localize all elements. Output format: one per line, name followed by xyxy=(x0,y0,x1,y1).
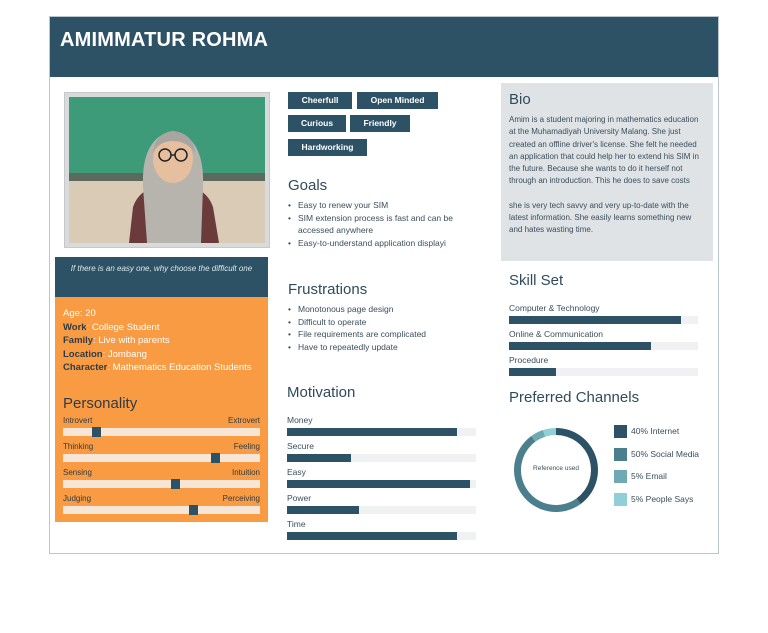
bar-label: Money xyxy=(287,415,313,425)
list-item: • File requirements are complicated xyxy=(288,328,468,341)
scale-left-label: Thinking xyxy=(63,441,94,451)
scale-knob xyxy=(211,453,220,463)
persona-header xyxy=(50,17,718,77)
bar-row xyxy=(287,492,477,518)
info-value: College Student xyxy=(91,321,160,333)
list-item: • Have to repeatedly update xyxy=(288,341,468,354)
bar-label: Power xyxy=(287,493,312,503)
persona-photo-frame xyxy=(64,92,270,248)
bar-fill xyxy=(287,480,470,488)
scale-right-label: Feeling xyxy=(233,441,260,451)
bar-label: Procedure xyxy=(509,355,549,365)
info-line: Age: 20 xyxy=(63,308,96,319)
bio-text xyxy=(509,114,705,237)
trait-tag: Cheerfull xyxy=(288,92,352,109)
goals-title: Goals xyxy=(288,177,328,194)
scale-left-label: Sensing xyxy=(63,467,92,477)
persona-info-panel xyxy=(55,297,268,522)
personality-scale xyxy=(63,494,260,516)
donut-slice xyxy=(514,436,581,512)
bar-fill xyxy=(287,454,351,462)
trait-tag: Friendly xyxy=(350,115,410,132)
info-label: Location xyxy=(63,348,103,360)
scale-track xyxy=(63,506,260,514)
bar-fill xyxy=(287,532,457,540)
bar-fill xyxy=(287,428,457,436)
list-item: • Easy-to-understand application displayi xyxy=(288,237,468,250)
persona-photo xyxy=(69,97,265,243)
trait-tag: Open Minded xyxy=(357,92,438,109)
bar-label: Secure xyxy=(287,441,314,451)
bar-fill xyxy=(509,368,556,376)
bio-paragraph: she is very tech savvy and very up-to-date with the latest information. She easily learns something new and hates wasting time. xyxy=(509,200,692,235)
bar-fill xyxy=(287,506,359,514)
scale-knob xyxy=(92,427,101,437)
legend-label: 40% Internet xyxy=(631,426,680,436)
scale-track xyxy=(63,454,260,462)
legend-label: 5% Email xyxy=(631,471,667,481)
personality-scales xyxy=(63,416,260,516)
personality-title: Personality xyxy=(63,394,138,412)
bio-title: Bio xyxy=(509,91,531,108)
info-label: Age xyxy=(63,308,80,319)
motivation-title: Motivation xyxy=(287,384,356,401)
bar-fill xyxy=(509,316,681,324)
info-value: Mathematics Education Students xyxy=(112,362,252,373)
bar-fill xyxy=(509,342,651,350)
bar-row xyxy=(287,440,477,466)
legend-label: 5% People Says xyxy=(631,493,694,504)
persona-quote: If there is an easy one, why choose the difficult one xyxy=(55,257,268,297)
info-label: Family xyxy=(63,335,94,346)
bar-row xyxy=(509,302,699,328)
info-line: Character: Mathematics Education Students xyxy=(63,362,252,373)
scale-right-label: Intuition xyxy=(231,467,260,477)
bar-row xyxy=(509,328,699,354)
bar-label: Computer & Technology xyxy=(509,303,600,313)
personality-scale xyxy=(63,468,260,490)
persona-photo-illustration xyxy=(69,97,265,243)
bar-row xyxy=(509,354,699,380)
scale-track xyxy=(63,480,260,488)
scale-right-label: Perceiving xyxy=(222,493,260,503)
scale-left-label: Introvert xyxy=(63,415,93,425)
legend-swatch xyxy=(614,470,627,483)
list-item: • Easy to renew your SIM xyxy=(288,199,468,212)
frustrations-list xyxy=(288,303,468,353)
bar-row xyxy=(287,518,477,544)
info-line: Work: College Student xyxy=(63,321,160,333)
bio-paragraph: Amim is a student majoring in mathematics education at the Muhamadiyah University Malang. She just created an offline driver's license. She felt he needed an application that could help her to extend his SIM in the future. Because she wants to do it herself not through an introduction. This he does to save costs xyxy=(509,115,699,186)
bar-row xyxy=(287,414,477,440)
scale-knob xyxy=(189,505,198,515)
motivation-bars xyxy=(287,414,477,544)
bar-label: Time xyxy=(287,519,306,529)
bio-panel xyxy=(501,83,713,261)
bar-label: Online & Communication xyxy=(509,329,604,339)
info-line: Location: Jombang xyxy=(63,348,147,360)
list-item: • Difficult to operate xyxy=(288,316,468,329)
list-item: • SIM extension process is fast and can be accessed anywhere xyxy=(288,212,468,237)
scale-right-label: Extrovert xyxy=(227,415,260,425)
trait-tag: Curious xyxy=(288,115,346,132)
personality-scale xyxy=(63,442,260,464)
info-value: Jombang xyxy=(107,348,147,360)
persona-info-list xyxy=(63,307,260,375)
info-line: Family: Live with parents xyxy=(63,335,170,346)
trait-tag: Hardworking xyxy=(288,139,367,156)
donut-slice xyxy=(543,428,556,437)
persona-name: AMIMMATUR ROHMA xyxy=(60,29,269,51)
legend-swatch xyxy=(614,448,627,461)
donut-center-label: Reference used xyxy=(533,465,579,472)
channels-title: Preferred Channels xyxy=(509,389,640,406)
list-item: • Monotonous page design xyxy=(288,303,468,316)
info-label: Work xyxy=(63,321,87,333)
scale-knob xyxy=(171,479,180,489)
info-value: 20 xyxy=(85,308,96,319)
legend-swatch xyxy=(614,425,627,438)
scale-left-label: Judging xyxy=(63,493,92,503)
persona-card xyxy=(49,16,719,554)
legend-swatch xyxy=(614,493,627,506)
bar-label: Easy xyxy=(287,467,306,477)
skill-bars xyxy=(509,302,699,380)
legend-label: 50% Social Media xyxy=(631,448,700,459)
goals-list xyxy=(288,199,468,249)
frustrations-title: Frustrations xyxy=(288,281,368,298)
skillset-title: Skill Set xyxy=(509,272,564,289)
bar-row xyxy=(287,466,477,492)
info-label: Character xyxy=(63,362,108,373)
info-value: Live with parents xyxy=(98,335,170,346)
personality-scale xyxy=(63,416,260,438)
